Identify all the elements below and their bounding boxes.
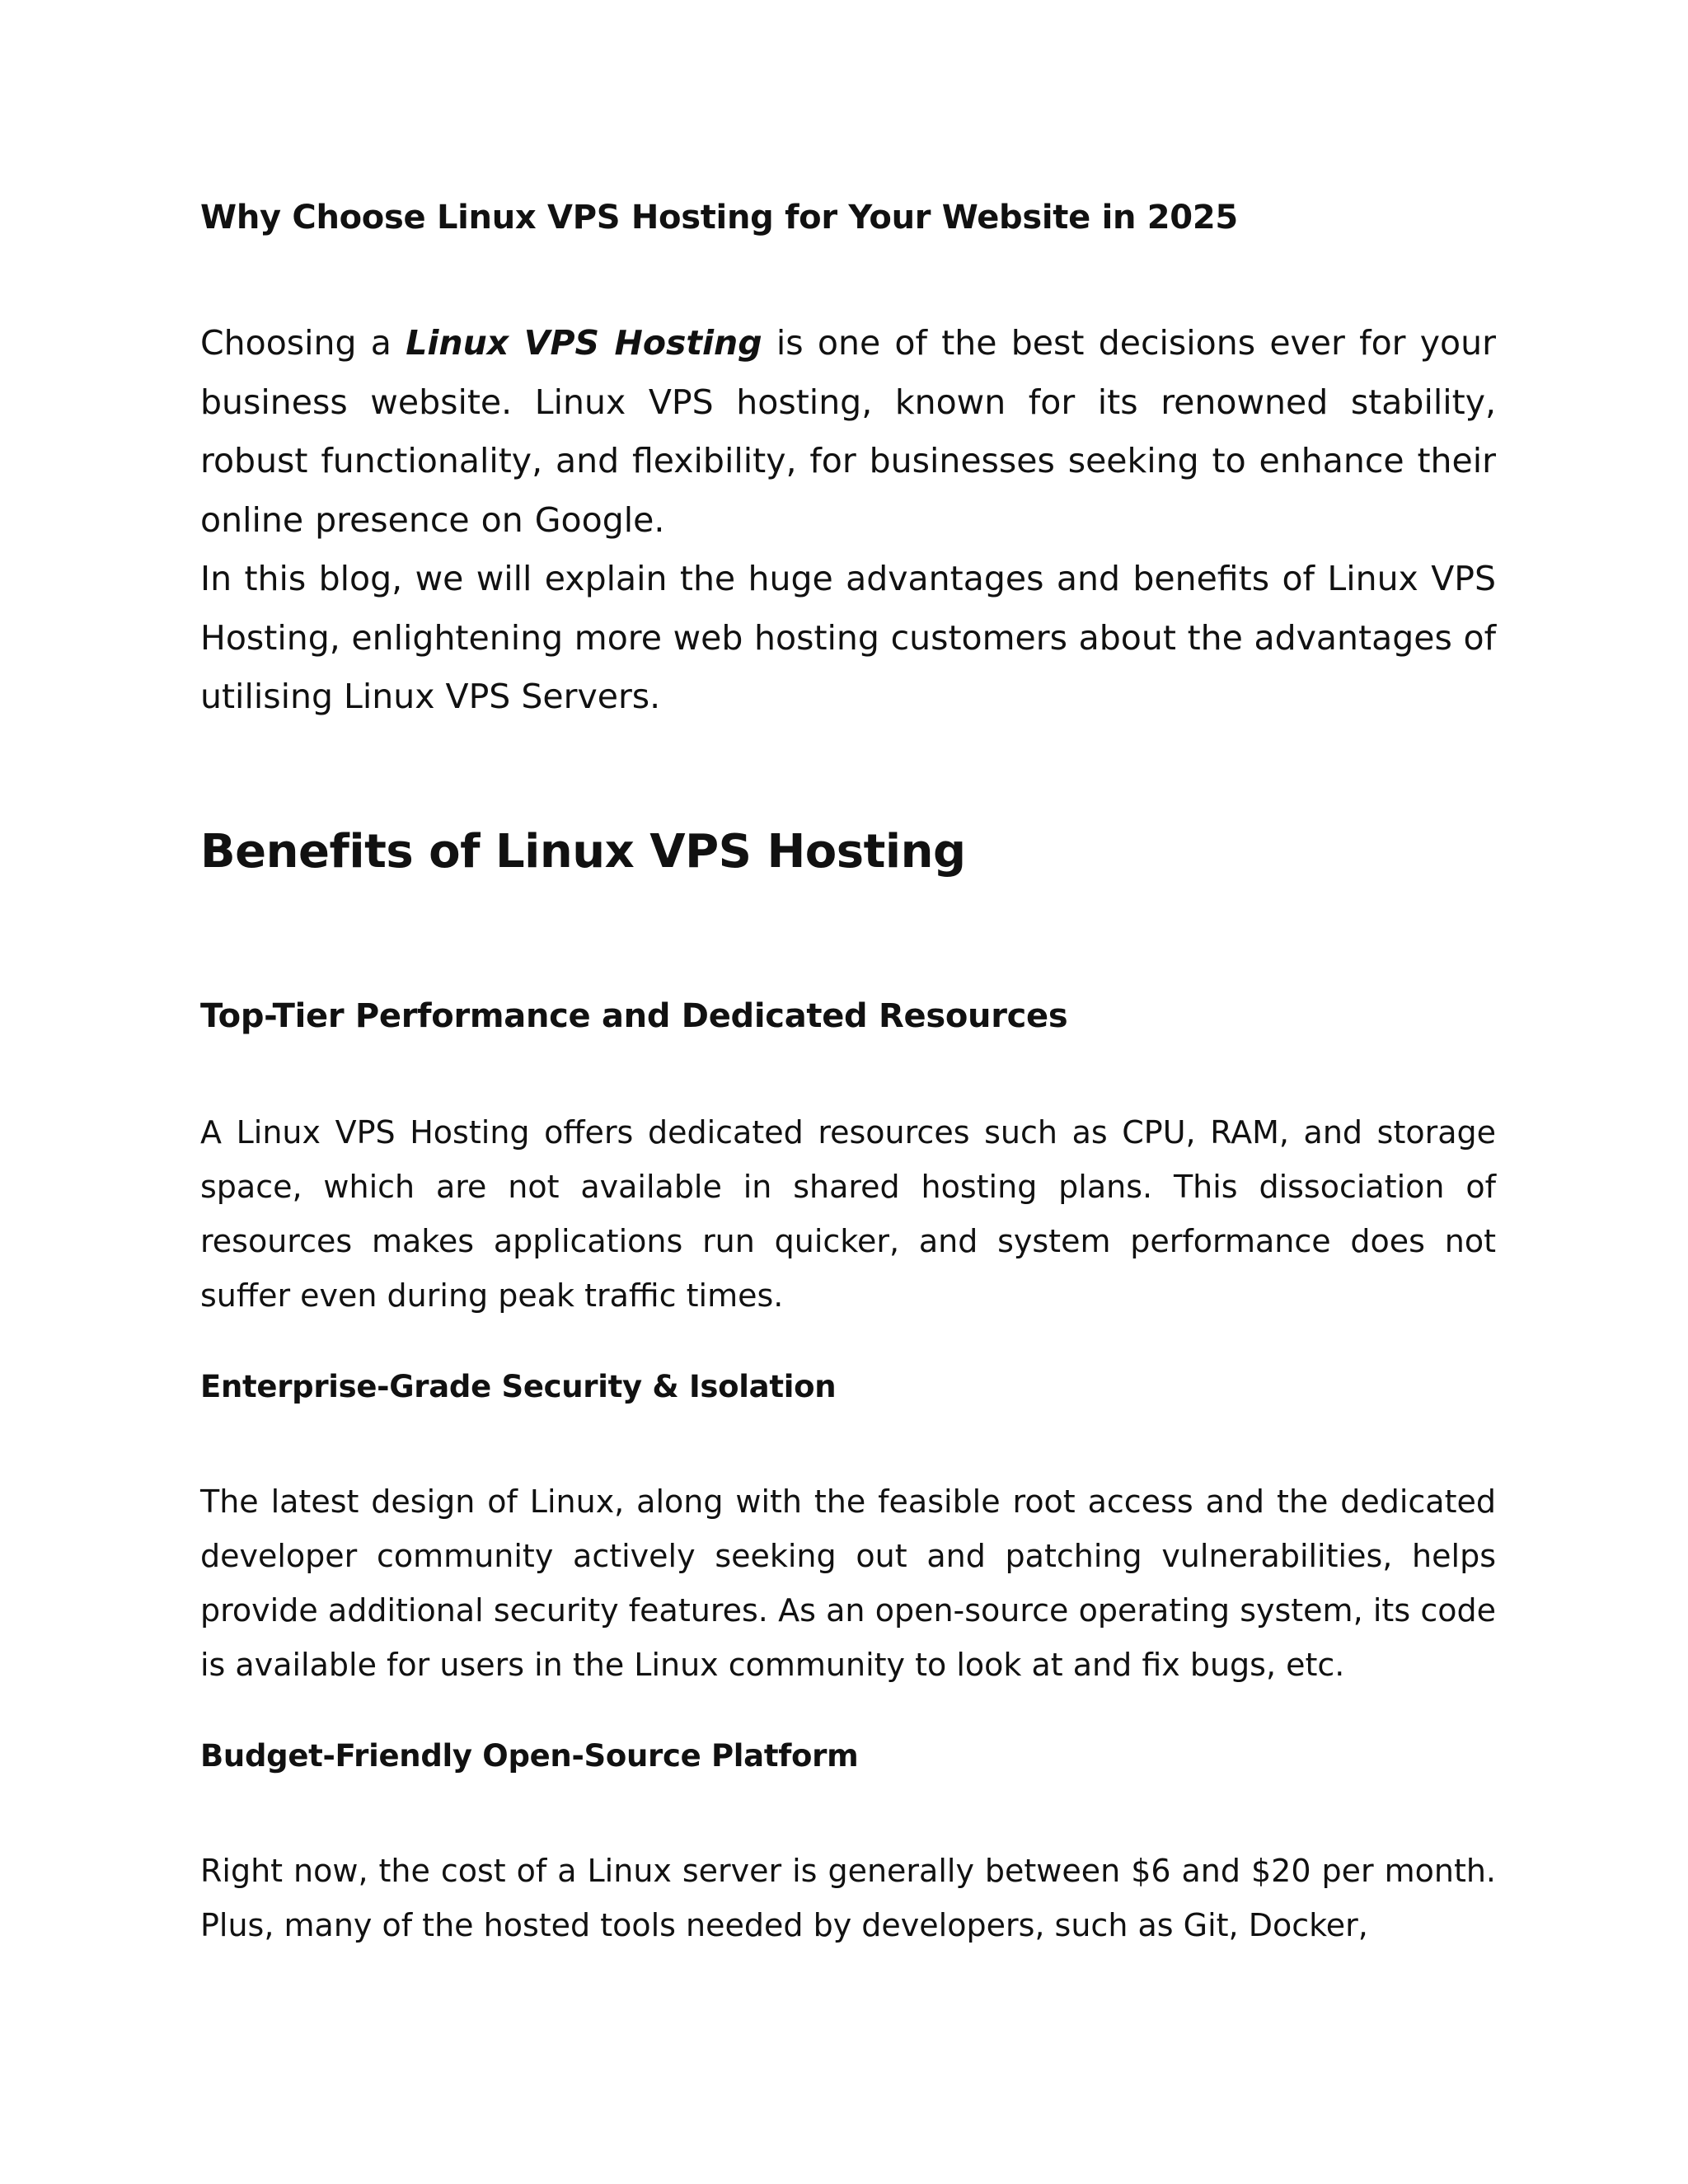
intro-second-paragraph: In this blog, we will explain the huge advantages and benefits of Linux VPS Hosting, enlightening more web hosting customers about the advantages of utilising Linux VPS Servers.: [200, 559, 1496, 716]
document-content: [200, 198, 1496, 1952]
intro-prefix: Choosing a: [200, 323, 406, 363]
intro-suffix: is one of the best decisions ever for your business website. Linux VPS hosting, known for its renowned stability, robust functionality, and flexibility, for businesses seeking to enhance their online presence on Google.: [200, 323, 1496, 540]
intro-emphasis: Linux VPS Hosting: [406, 323, 762, 363]
subheading-security: Enterprise-Grade Security & Isolation: [200, 1368, 837, 1404]
section-heading: Benefits of Linux VPS Hosting: [200, 824, 966, 879]
subheading-performance: Top-Tier Performance and Dedicated Resources: [200, 996, 1068, 1035]
subheading-budget: Budget-Friendly Open-Source Platform: [200, 1738, 859, 1774]
body-security: The latest design of Linux, along with the feasible root access and the dedicated developer community actively seeking out and patching vulnerabilities, helps provide additional security features. As an open-source operating system, its code is available for users in the Linux community to look at and fix bugs, etc.: [200, 1483, 1496, 1684]
page-title: Why Choose Linux VPS Hosting for Your Website in 2025: [200, 199, 1238, 237]
intro-paragraph: [200, 314, 1496, 550]
body-budget: Right now, the cost of a Linux server is generally between $6 and $20 per month. Plus, many of the hosted tools needed by developers, such as Git, Docker,: [200, 1853, 1496, 1944]
body-performance: A Linux VPS Hosting offers dedicated resources such as CPU, RAM, and storage space, which are not available in shared hosting plans. This dissociation of resources makes applications run quicker, and system performance does not suffer even during peak traffic times.: [200, 1113, 1496, 1314]
